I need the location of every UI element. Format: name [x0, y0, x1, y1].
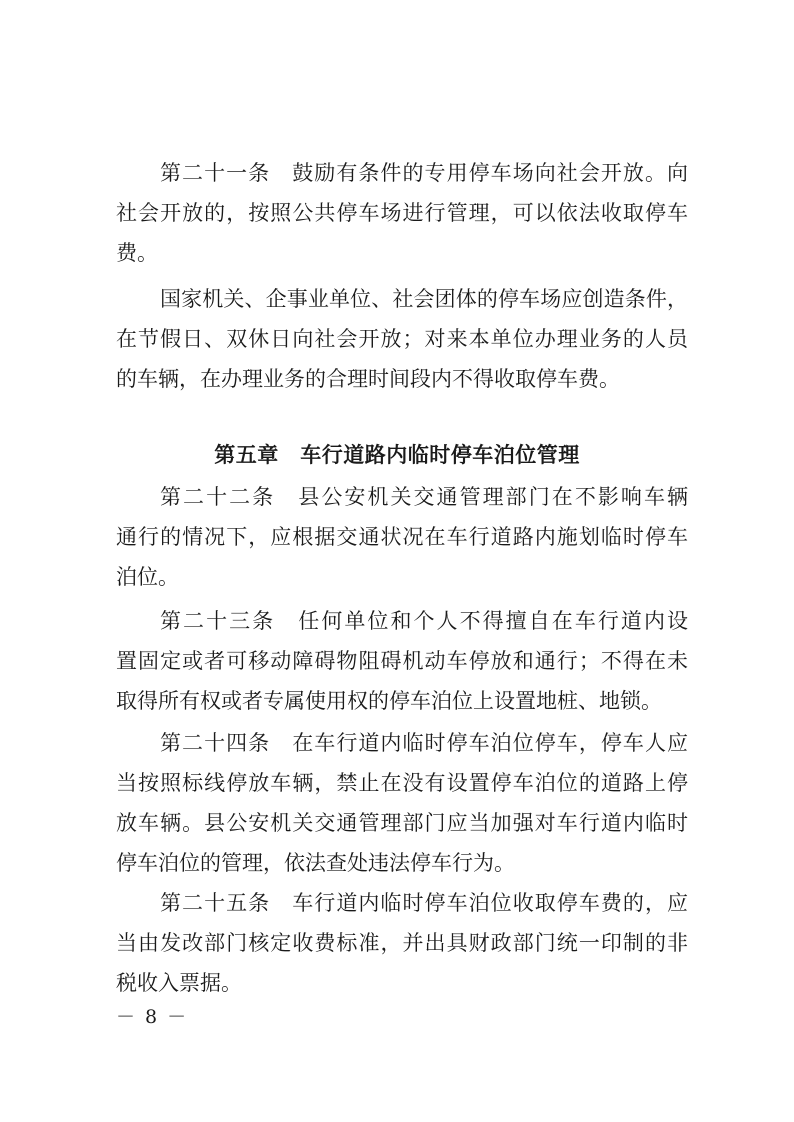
article-24-line-4: 停车泊位的管理，依法查处违法停车行为。 — [116, 851, 515, 875]
article-21-line-2: 社会开放的，按照公共停车场进行管理，可以依法收取停车 — [116, 201, 688, 225]
article-25-line-1: 第二十五条 车行道内临时停车泊位收取停车费的，应 — [160, 891, 688, 915]
article-24-line-2: 当按照标线停放车辆，禁止在没有设置停车泊位的道路上停 — [116, 771, 688, 795]
article-22-line-1: 第二十二条 县公安机关交通管理部门在不影响车辆 — [160, 485, 688, 509]
article-21-para2-line-3: 的车辆，在办理业务的合理时间段内不得收取停车费。 — [116, 367, 620, 391]
article-23-line-3: 取得所有权或者专属使用权的停车泊位上设置地桩、地锁。 — [116, 689, 662, 713]
chapter-5-heading: 第五章 车行道路内临时停车泊位管理 — [214, 443, 580, 467]
article-24-line-1: 第二十四条 在车行道内临时停车泊位停车，停车人应 — [160, 731, 688, 755]
article-23-line-2: 置固定或者可移动障碍物阻碍机动车停放和通行；不得在未 — [116, 649, 688, 673]
article-22-line-3: 泊位。 — [116, 565, 179, 589]
article-25-line-3: 税收入票据。 — [116, 971, 242, 995]
article-24-line-3: 放车辆。县公安机关交通管理部门应当加强对车行道内临时 — [116, 811, 688, 835]
article-21-line-1: 第二十一条 鼓励有条件的专用停车场向社会开放。向 — [160, 161, 688, 185]
article-22-line-2: 通行的情况下，应根据交通状况在车行道路内施划临时停车 — [116, 525, 688, 549]
page-number: － 8 － — [116, 1006, 189, 1028]
article-23-line-1: 第二十三条 任何单位和个人不得擅自在车行道内设 — [160, 609, 688, 633]
article-21-para2-line-1: 国家机关、企事业单位、社会团体的停车场应创造条件， — [160, 287, 688, 311]
article-25-line-2: 当由发改部门核定收费标准，并出具财政部门统一印制的非 — [116, 931, 688, 955]
article-21-line-3: 费。 — [116, 241, 158, 265]
article-21-para2-line-2: 在节假日、双休日向社会开放；对来本单位办理业务的人员 — [116, 327, 688, 351]
